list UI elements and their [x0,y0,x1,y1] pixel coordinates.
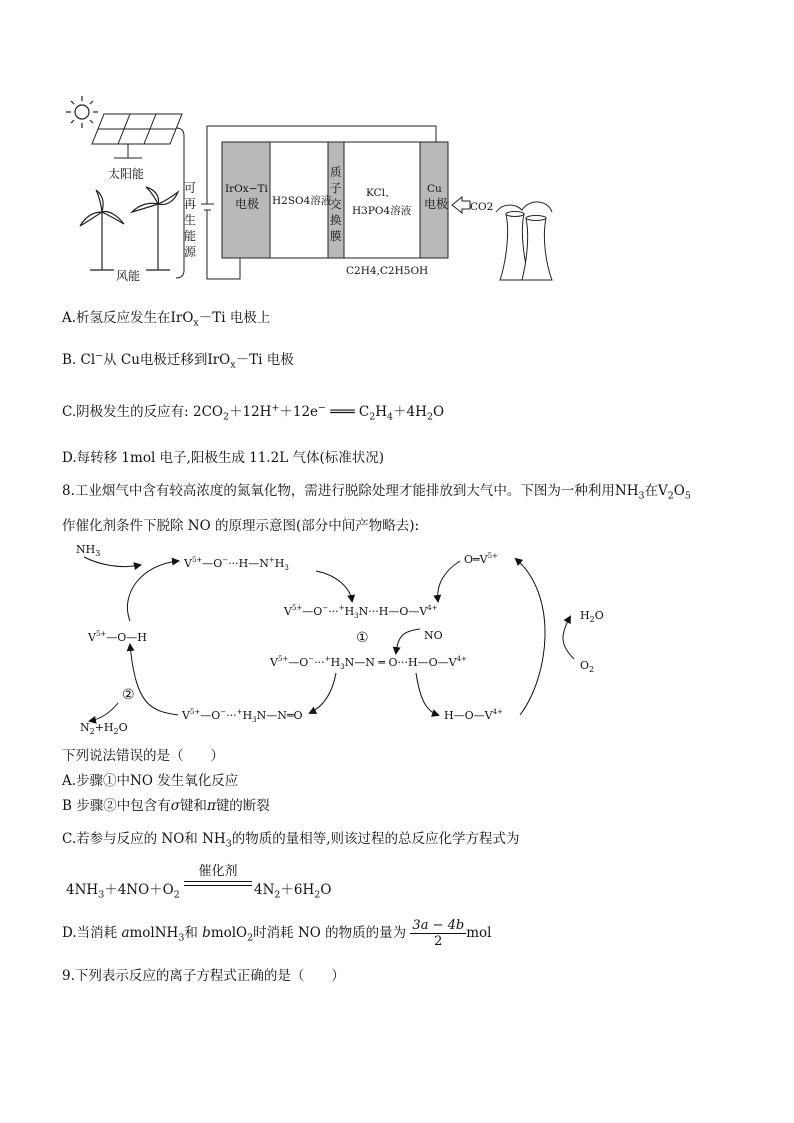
q7-option-a: A.析氢反应发生在IrO$_x$－Ti 电极上 [62,310,271,329]
svg-text:再: 再 [184,197,197,211]
cycle-arrows [84,557,574,721]
membrane-label: 质 [330,165,342,179]
svg-text:源: 源 [184,245,197,259]
q8-equation-right: $4N_2+6H_2O$ [254,882,332,901]
q7-option-d: D.每转移 1mol 电子,阳极生成 11.2L 气体(标准状况) [62,450,384,466]
renewable-energy-label [184,181,197,259]
wind-label: 风能 [116,269,141,283]
q8-option-d: D.当消耗 amolNH$_3$和 bmolO$_2$时消耗 NO 的物质的量为 $\frac{3a - 4b}{2}$ mol [62,918,492,949]
svg-text:换: 换 [330,213,342,227]
svg-text:可: 可 [184,181,197,195]
equation-line-top [184,881,252,882]
v-oh-label: $V^{5+}—O—H$ [88,630,147,644]
right-solution-label-2: H3PO4溶液 [352,205,412,217]
o2-label: $O_2$ [580,659,595,674]
h2so4-solution-label: H2SO4溶液 [272,195,332,207]
sun-icon [66,96,98,128]
q8-option-b: B 步骤②中包含有σ键和π键的断裂 [62,798,270,814]
equation-line-bottom [184,885,252,886]
svg-text:能: 能 [184,229,197,243]
svg-text:生: 生 [184,213,197,227]
co2-inlet-arrow [452,197,470,213]
step-2-label: ② [122,687,135,703]
electrolysis-figure [60,92,580,287]
svg-text:电极: 电极 [424,197,449,211]
svg-text:子: 子 [330,181,342,195]
step-1-label: ① [356,630,369,646]
q8-question: 下列说法错误的是（ ） [62,748,224,764]
q8-equation-left: $4NH_3+4NO+O_2$ [66,882,180,901]
intermediate-1: $V^{5+}—O^-\cdot\cdot\cdot^+H_3N\cdot\cdot\cdot H—O—V^{4+}$ [284,604,438,620]
catalytic-cycle-figure [60,535,660,735]
h2o-label: $H_2O$ [580,609,604,624]
nh3-label: $NH_3$ [76,543,101,558]
q8-option-a: A.步骤①中NO 发生氧化反应 [62,773,239,789]
solar-label: 太阳能 [108,167,145,181]
q9-stem: 9.下列表示反应的离子方程式正确的是（ ） [62,968,345,984]
solar-panel-icon [92,114,182,158]
left-electrode-label-1: IrOx−Ti [225,183,268,195]
q7-option-c: C.阴极发生的反应有: $2CO_2+12H^++12e^-$ ═══ $C_2H_4+4H_2O$ [62,402,445,423]
svg-text:膜: 膜 [330,229,342,243]
factory-icon [496,202,552,280]
fraction: $\frac{3a - 4b}{2}$ [412,918,465,949]
right-solution-label-1: KCl、 [366,187,396,199]
q8-option-c: C.若参与反应的 NO和 $NH_3$的物质的量相等,则该过程的总反应化学方程式为 [62,831,520,850]
no-label: NO [424,629,443,642]
svg-text:交: 交 [330,197,342,211]
wind-turbine-icon [80,187,178,270]
intermediate-2: $V^{5+}—O^-\cdot\cdot\cdot^+H_3N—N$ ═ $O\cdot\cdot\cdot H—O—V^{4+}$ [270,655,467,671]
cu-label: Cu [427,183,442,195]
bottom-complex: $V^{5+}—O^-\cdot\cdot\cdot^+H_3N—N═O$ [182,708,303,724]
product-label: C2H4,C2H5OH [346,265,429,277]
q8-stem-line1: 8.工业烟气中含有较高浓度的氮氧化物，需进行脱除处理才能排放到大气中。下图为一种利用$NH_3$在$V_2O_5$ [62,483,691,502]
q7-option-b: B. Cl−从 Cu电极迁移到IrO$_x$－Ti 电极 [62,350,294,371]
catalyst-label: 催化剂 [198,864,238,879]
left-electrode-label-2: 电极 [235,197,260,211]
q8-stem-line2: 作催化剂条件下脱除 NO 的原理示意图(部分中间产物略去): [62,518,420,534]
top-complex: $V^{5+}—O^-\cdot\cdot\cdot H—N^+H_3$ [184,556,289,572]
h-o-v-label: $H—O—V^{4+}$ [444,708,503,722]
co2-label: CO2 [470,201,494,213]
products-label: $N_2+H_2O$ [80,721,128,735]
o-v-label: $O═V^{5+}$ [464,552,498,566]
